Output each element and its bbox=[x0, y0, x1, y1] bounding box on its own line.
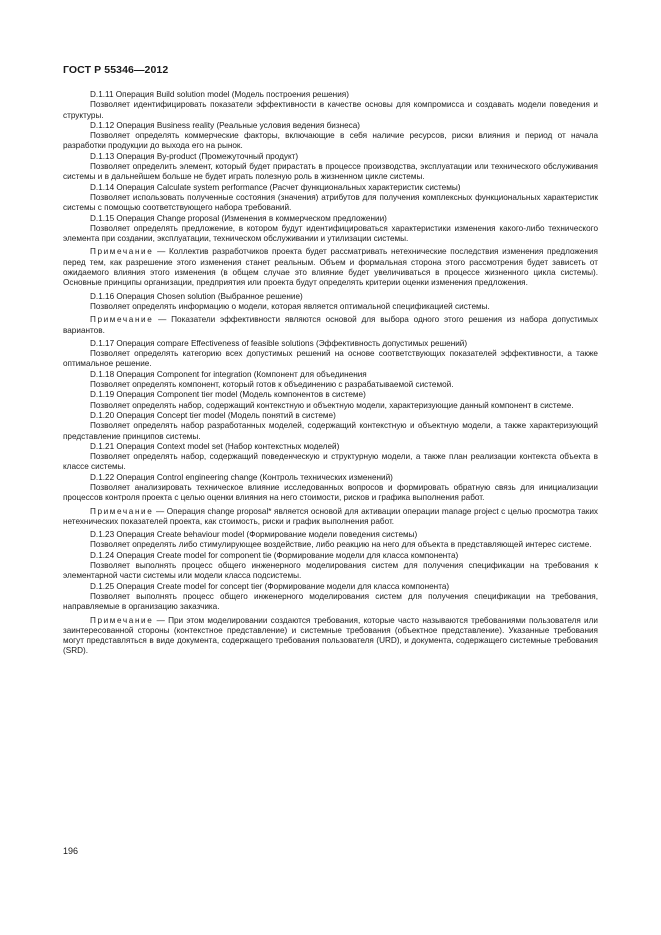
section-heading: D.1.24 Операция Create model for component tie (Формирование модели для класса компонента) bbox=[90, 550, 459, 560]
note-paragraph: Примечание — Показатели эффективности являются основой для выбора одного этого решения из набора допустимых вариантов. bbox=[63, 315, 598, 335]
body-paragraph: Позволяет определять информацию о модели, которая является оптимальной спецификацией системы. bbox=[90, 301, 490, 311]
note-text: Коллектив разработчиков проекта будет рассматривать нетехнические последствия изменения предложения перед тем, как разрешение этого изменения станет реальным. Объем и формальная сторона этого рассмотрения будет зависеть от ожидаемого влияния этого изменения (в общем случае это влияние будет увеличиваться в процессе жизненного цикла системы). Основные принципы организации, предприятия или проекта будут определять критерии оценки изменения предложения. bbox=[63, 247, 598, 288]
body-paragraph: Позволяет определять компонент, который готов к объединению с разрабатываемой системой. bbox=[90, 380, 454, 390]
note-paragraph: Примечание — Коллектив разработчиков проекта будет рассматривать нетехнические последствия изменения предложения перед тем, как разрешение этого изменения станет реальным. Объем и формальная сторона этого рассмотрения будет зависеть от ожидаемого влияния этого изменения (в общем случае это влияние будет увеличиваться в процессе жизненного цикла системы). Основные принципы организации, предприятия или проекта будут определять критерии оценки изменения предложения. bbox=[63, 247, 598, 288]
note-label: Примечание bbox=[90, 506, 154, 516]
page-number: 196 bbox=[63, 846, 79, 856]
note-label: Примечание bbox=[90, 247, 154, 257]
body-paragraph: Позволяет определять категорию всех допустимых решений на основе соответствующих показателей эффективности, а также оптимальное решение. bbox=[63, 349, 598, 369]
section-heading: D.1.14 Операция Calculate system performance (Расчет функциональных характеристик системы) bbox=[90, 182, 461, 192]
section-heading: D.1.21 Операция Context model set (Набор контекстных моделей) bbox=[90, 441, 340, 451]
body-paragraph: Позволяет определять набор, содержащий поведенческую и структурную модели, а также план реализации контекста объекта в классе системы. bbox=[63, 452, 598, 472]
section-heading: D.1.13 Операция By-product (Промежуточный продукт) bbox=[90, 151, 299, 161]
note-text: Показатели эффективности являются основой для выбора одного этого решения из набора допустимых вариантов. bbox=[63, 315, 598, 335]
section-heading: D.1.15 Операция Change proposal (Изменения в коммерческом предложении) bbox=[90, 213, 387, 223]
body-paragraph: Позволяет использовать полученные состояния (значения) атрибутов для получения комплексных функциональных характеристик системы с помощью соответствующего набора требований. bbox=[63, 192, 598, 213]
note-paragraph: Примечание — При этом моделировании создаются требования, которые часто называются требованиями пользователя или заинтересованной стороны (контекстное представление) и системные требования (объектное представление). Указанные требования могут представляться в виде документа, содержащего требования пользователя (URD), и документа, содержащего системные требования (SRD). bbox=[63, 615, 598, 656]
body-paragraph: Позволяет определять коммерческие факторы, включающие в себя наличие ресурсов, риски влияния и период от начала разработки продукции до выхода его на рынок. bbox=[63, 131, 598, 151]
section-heading: D.1.16 Операция Chosen solution (Выбранное решение) bbox=[90, 291, 303, 301]
section-heading: D.1.12 Операция Business reality (Реальные условия ведения бизнеса) bbox=[90, 120, 361, 130]
note-paragraph: Примечание — Операция change proposal* является основой для активации операции manage project с целью просмотра таких нетехнических показателей проекта, как стоимость, риски и график выполнения работ. bbox=[63, 506, 598, 526]
body-paragraph: Позволяет определять либо стимулирующее воздействие, либо реакцию на него для объекта в представляющей интерес системе. bbox=[90, 540, 592, 550]
section-heading: D.1.18 Операция Component for integration (Компонент для объединения bbox=[90, 369, 367, 379]
body-paragraph: Позволяет анализировать техническое влияние исследованных вопросов и формировать обратную связь для инициализации процессов контроля проекта с целью оценки влияния на него стоимости, рисков и графика выполнения работ. bbox=[63, 482, 598, 503]
body-paragraph: Позволяет определить элемент, который будет прирастать в процессе производства, эксплуатации или технического обслуживания системы и в дальнейшем больше не будет играть полезную роль в жизненном цикле системы. bbox=[63, 162, 598, 182]
body-paragraph: Позволяет определять предложение, в котором будут идентифицироваться характеристики изменения какого-либо технического элемента при создании, эксплуатации, техническом обслуживании и утилизации системы. bbox=[63, 223, 598, 244]
body-paragraph: Позволяет выполнять процесс общего инженерного моделирования систем для получения спецификации на требования, направляемые в организацию заказчика. bbox=[63, 591, 598, 612]
note-text: При этом моделировании создаются требования, которые часто называются требованиями пользователя или заинтересованной стороны (контекстное представление) и системные требования (объектное представление). Указанные требования могут представляться в виде документа, содержащего требования пользователя (URD), и документа, содержащего системные требования (SRD). bbox=[63, 615, 598, 656]
note-label: Примечание bbox=[90, 315, 154, 325]
section-heading: D.1.11 Операция Build solution model (Модель построения решения) bbox=[90, 90, 349, 99]
section-heading: D.1.23 Операция Create behaviour model (Формирование модели поведения системы) bbox=[90, 530, 418, 540]
section-heading: D.1.17 Операция compare Effectiveness of feasible solutions (Эффективность допустимых решений) bbox=[90, 338, 468, 348]
note-text: Операция change proposal* является основой для активации операции manage project с целью просмотра таких нетехнических показателей проекта, как стоимость, риски и график выполнения работ. bbox=[63, 506, 598, 526]
body-paragraph: Позволяет идентифицировать показатели эффективности в качестве основы для компромисса и создавать модели поведения и структуры. bbox=[63, 100, 598, 120]
document-header: ГОСТ Р 55346—2012 bbox=[63, 64, 169, 76]
note-label: Примечание bbox=[90, 615, 154, 625]
body-paragraph: Позволяет определять набор, содержащий контекстную и объектную модели, характеризующие данный компонент в системе. bbox=[90, 400, 574, 410]
section-heading: D.1.22 Операция Control engineering change (Контроль технических изменений) bbox=[90, 472, 393, 482]
section-heading: D.1.25 Операция Create model for concept tier (Формирование модели для класса компонента) bbox=[90, 581, 450, 591]
document-body bbox=[63, 90, 598, 660]
body-paragraph: Позволяет выполнять процесс общего инженерного моделирования систем для получения спецификации на требования к элементарной части системы или модели класса подсистемы. bbox=[63, 561, 598, 581]
section-heading: D.1.19 Операция Component tier model (Модель компонентов в системе) bbox=[90, 390, 366, 400]
body-paragraph: Позволяет определять набор разработанных моделей, содержащий контекстную и объектную модели, а также характеризующий представление принципов системы. bbox=[63, 421, 598, 441]
section-heading: D.1.20 Операция Concept tier model (Модель понятий в системе) bbox=[90, 410, 336, 420]
